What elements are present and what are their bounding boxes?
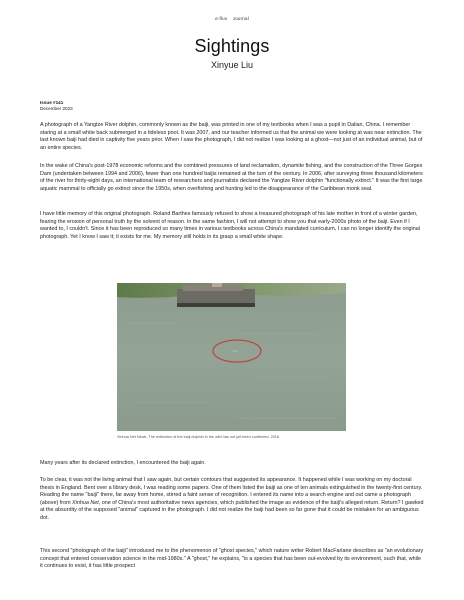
paragraph-6: This second "photograph of the baiji" introduced me to the phenomenon of "ghost species," which nature writer Robert MacFarlane describes as "an evolutionary concept that entered conservation science in the mid-1980s." A "ghost," he explains, "is a species that has been out-evolved by its environment, such that, while it continues to exist, it has little prospect xyxy=(40,548,424,569)
paragraph-5-source: Xinhua Net xyxy=(72,499,99,506)
masthead-publisher[interactable]: e-flux xyxy=(215,16,228,21)
article-title: Sightings xyxy=(194,36,270,56)
paragraph-3: I have little memory of this original photograph. Roland Barthes famously refused to show a treasured photograph of his late mother in front of a winter garden, fearing the erosion of personal truth by the solvent of reason. In the same fashion, I will not attempt to show you that early-2000s photo of the baiji. Even if I wanted to, I couldn't. Since it has been reproduced so many times in various textbooks across China's mandated curriculum, I can no longer identify the original photograph. Yet I know I saw it; it exists for me. My memory still holds in its grasp a small white shape. xyxy=(40,211,420,240)
issue-number[interactable]: Issue #141 xyxy=(40,100,64,105)
masthead-section[interactable]: Journal xyxy=(232,16,249,21)
masthead xyxy=(0,16,464,21)
paragraph-5 xyxy=(40,477,424,522)
article-author[interactable]: Xinyue Liu xyxy=(210,60,254,70)
river-photo-image xyxy=(117,283,346,431)
figure-caption: Xinhua Net News. The extinction of the baiji dolphin in the wild has not yet been confirmed. 2018 xyxy=(117,435,280,439)
paragraph-4: Many years after its declared extinction, I encountered the baiji again. xyxy=(40,460,206,466)
issue-info xyxy=(40,100,73,111)
issue-date: December 2023 xyxy=(40,105,73,111)
paragraph-5-part-b: , one of China's most authoritative news agencies, which published the image as evidence of the baiji's alleged return. Return? I gawked at the absurdity of the supposed "animal" captured in the photograph. I did not realize the baiji had been so far gone that it could be mistaken for an ambiguous dot. xyxy=(40,499,424,521)
paragraph-5-part-a: To be clear, it was not the living animal that I saw again, but certain contours that suggested its appearance. It happened while I was working on my doctoral thesis in England. Bent over a library desk, I was reading some papers. One of them listed the baiji as one of ten animals extinguished in the twenty-first century. Reading the name "baiji" there, far away from home, stirred a faint sense of recognition. I entered its name into a search engine and out came a photograph (above) from xyxy=(40,477,423,506)
paragraph-1: A photograph of a Yangtze River dolphin, commonly known as the baiji, was printed in one of my textbooks when I was a pupil in Dalian, China. I remember staring at a small white back submerged in a tideless pool. It was 2007, and our teacher informed us that the animal we were looking at was near extinction. The last known baiji had died in captivity five years prior. When I saw the photograph, I did not realize I was looking at a ghost—not just of an individual animal, but of an entire species. xyxy=(40,122,423,151)
baiji-photograph xyxy=(117,283,346,431)
paragraph-2: In the wake of China's post-1978 economic reforms and the combined pressures of land reclamation, dynamite fishing, and the construction of the Three Gorges Dam (undertaken between 1994 and 2006), fewer than one hundred baijis remained at the turn of the century. In 2006, after surveying three thousand kilometers of the river for thirty-eight days, an international team of researchers and journalists declared the Yangtze River dolphin "functionally extinct." It was the first large aquatic mammal to officially go extinct since the 1950s, when overfishing and hunting led to the disappearance of the Caribbean monk seal. xyxy=(40,163,423,192)
